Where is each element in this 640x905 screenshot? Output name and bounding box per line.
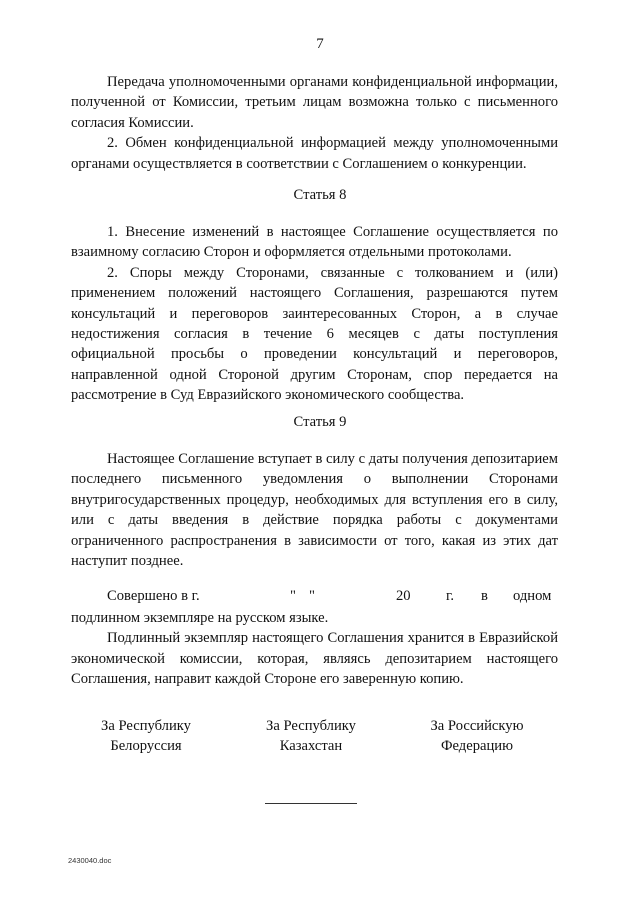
year-prefix: 20 [396, 588, 411, 604]
signed-place-date-line [71, 588, 558, 608]
signature-russia [402, 716, 552, 757]
signature-belarus [71, 716, 221, 757]
in-word: в [481, 588, 488, 604]
intro-section [71, 72, 558, 174]
quote-open: " [290, 588, 296, 604]
article-9-body [71, 449, 558, 571]
signature-line-1: За Республику [101, 718, 191, 734]
separator-rule [265, 803, 357, 804]
paragraph: 2. Споры между Сторонами, связанные с толкованием и (или) применением положений настоящего Соглашения, разрешаются путем консультаций и переговоров заинтересованных Сторон, а в случае недостижения согласия в течение 6 месяцев с даты поступления официальной просьбы о проведении консультаций и переговоров, направленной одной Стороной другим Сторонам, спор передается на рассмотрение в Суд Евразийского экономического сообщества. [71, 264, 558, 404]
file-name-footer: 2430040.doc [68, 856, 112, 865]
paragraph: подлинном экземпляре на русском языке. [71, 610, 329, 626]
one-word: одном [513, 588, 552, 604]
article-9-heading: Статья 9 [293, 414, 347, 430]
article-8-body [71, 222, 558, 406]
signature-kazakhstan [236, 716, 386, 757]
signature-line-2: Белоруссия [110, 738, 182, 755]
paragraph: Передача уполномоченными органами конфиденциальной информации, полученной от Комиссии, третьим лицам возможна только с письменного согласия Комиссии. [71, 74, 558, 131]
signature-line-2: Федерацию [440, 738, 513, 755]
paragraph: 1. Внесение изменений в настоящее Соглашение осуществляется по взаимному согласию Сторон и оформляется отдельными протоколами. [71, 224, 558, 261]
signed-continuation [71, 608, 558, 690]
signature-line-2: Казахстан [279, 738, 343, 755]
signature-line-1: За Республику [266, 718, 356, 734]
paragraph: Настоящее Соглашение вступает в силу с даты получения депозитарием последнего письменного уведомления о выполнении Сторонами внутригосударственных процедур, необходимых для вступления его в силу, или с даты введения в действие порядка работы с документами ограниченного распространения в зависимости от того, какая из этих дат наступит позднее. [71, 451, 558, 570]
article-8-heading: Статья 8 [293, 187, 347, 203]
signature-line-1: За Российскую [430, 718, 524, 734]
paragraph: Подлинный экземпляр настоящего Соглашения хранится в Евразийской экономической комиссии, которая, являясь депозитарием настоящего Соглашения, направит каждой Стороне его заверенную копию. [71, 630, 558, 688]
quote-close: " [309, 588, 315, 604]
page-number: 7 [316, 36, 324, 52]
signed-place-text: Совершено в г. [107, 588, 200, 604]
paragraph: 2. Обмен конфиденциальной информацией между уполномоченными органами осуществляется в соответствии с Соглашением о конкуренции. [71, 135, 558, 172]
year-suffix: г. [446, 588, 454, 604]
